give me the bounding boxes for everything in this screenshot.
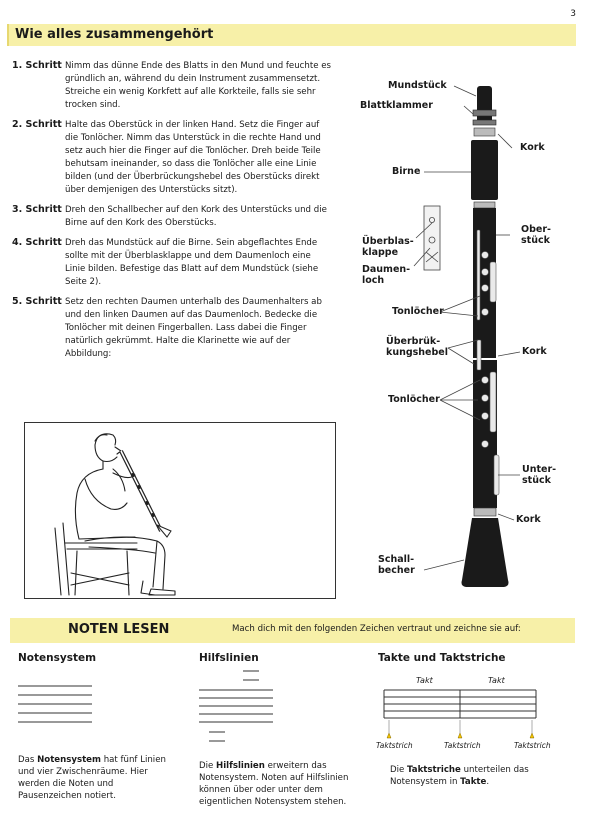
mouthpiece-shape: [477, 86, 492, 124]
hilfslinien-column: [199, 652, 369, 808]
label-birne: Birne: [392, 166, 421, 177]
takt-label-2: Takt: [488, 676, 505, 685]
step-text: Nimm das dünne Ende des Blatts in den Mund und feuchte es gründlich an, während du dein Instrument zusammensetzt. Streiche ein wenig Korkfett auf alle Korkteile, falls sie sehr trocken sind.: [65, 61, 331, 110]
cork-shape: [474, 128, 495, 136]
label-schallbecher: Schall- becher: [378, 554, 415, 576]
label-kork-middle: Kork: [522, 346, 547, 357]
label-ueberbrueckungshebel: Überbrük- kungshebel: [386, 336, 449, 358]
section-title-bar: [7, 24, 576, 46]
noten-lesen-bar: [10, 618, 575, 643]
taktstrich-label-2: Taktstrich: [444, 741, 481, 750]
step-label: 4. Schritt: [12, 237, 62, 248]
step-text: Setz den rechten Daumen unterhalb des Daumenhalters ab und den linken Daumen auf das Daumenloch. Bedecke die Tonlöcher mit deinen Fingerballen. Lass dabei die Finger natürlich gekrümmt. Halte die Klarinette wie auf der Abbildung:: [65, 297, 322, 359]
page-number: 3: [570, 9, 576, 19]
clarinet-diagram: [360, 80, 580, 600]
label-mundstueck: Mundstück: [388, 80, 447, 91]
label-unterstueck: Unter- stück: [522, 464, 557, 486]
takte-heading: Takte und Taktstriche: [378, 652, 506, 664]
taktstrich-label-3: Taktstrich: [514, 741, 551, 750]
hilfslinien-text: Die Hilfslinien erweitern das Notensystem. Noten auf Hilfslinien können über oder unter dem eigentlichen Notensystem stehen.: [199, 761, 349, 807]
staff-drawing: [18, 678, 98, 734]
takte-column: [378, 652, 578, 788]
section-title: Wie alles zusammengehört: [15, 27, 214, 42]
hilfslinien-heading: Hilfslinien: [199, 652, 259, 664]
bell-shape: [462, 518, 509, 587]
ligature-shape: [473, 110, 496, 116]
step-label: 3. Schritt: [12, 204, 62, 215]
step-label: 1. Schritt: [12, 60, 62, 71]
step-5: [12, 296, 332, 361]
step-text: Dreh den Schallbecher auf den Kork des Unterstücks und die Birne auf den Kork des Oberstücks.: [65, 205, 327, 228]
label-kork-bottom: Kork: [516, 514, 541, 525]
taktstrich-label-1: Taktstrich: [376, 741, 413, 750]
step-3: [12, 204, 332, 230]
ledger-lines-drawing: [199, 666, 279, 748]
noten-lesen-subtitle: Mach dich mit den folgenden Zeichen vertraut und zeichne sie auf:: [232, 624, 521, 634]
notensystem-heading: Notensystem: [18, 652, 97, 664]
notensystem-column: [18, 652, 178, 802]
step-text: Halte das Oberstück in der linken Hand. Setz die Finger auf die Tonlöcher. Nimm das Unterstück in die rechte Hand und setz auch hier die Finger auf die Tonlöcher. Dreh beide Teile behutsam ineinander, so dass die Tonlöcher alle eine Linie bilden (und der Überbrückungshebel des Oberstücks direkt über demjenigen des Unterstücks sitzt).: [65, 120, 321, 195]
label-ueberblasklappe: Überblas- klappe: [362, 236, 414, 258]
step-1: [12, 60, 332, 112]
step-2: [12, 119, 332, 197]
label-tonloecher-upper: Tonlöcher: [392, 306, 444, 317]
notensystem-text: Das Notensystem hat fünf Linien und vier Zwischenräume. Hier werden die Noten und Pausenzeichen notiert.: [18, 755, 166, 801]
player-illustration: [24, 422, 336, 599]
label-tonloecher-lower: Tonlöcher: [388, 394, 440, 405]
noten-lesen-title: NOTEN LESEN: [68, 622, 170, 637]
takt-label-1: Takt: [416, 676, 433, 685]
step-label: 5. Schritt: [12, 296, 62, 307]
label-blattklammer: Blattklammer: [360, 100, 433, 111]
step-4: [12, 237, 332, 289]
barrel-shape: [471, 140, 498, 200]
label-kork-top: Kork: [520, 142, 545, 153]
bar-lines-figure: [378, 670, 578, 760]
seated-player-drawing: [25, 423, 335, 598]
takte-text: Die Taktstriche unterteilen das Notensystem in Takte.: [390, 765, 529, 787]
step-label: 2. Schritt: [12, 119, 62, 130]
step-text: Dreh das Mundstück auf die Birne. Sein abgeflachtes Ende sollte mit der Überblasklappe und dem Daumenloch eine Linie bilden. Befestige das Blatt auf dem Mundstück (siehe Seite 2).: [65, 238, 319, 287]
assembly-steps: [12, 60, 332, 368]
label-oberstueck: Ober- stück: [521, 224, 551, 246]
label-daumenloch: Daumen- loch: [362, 264, 411, 286]
